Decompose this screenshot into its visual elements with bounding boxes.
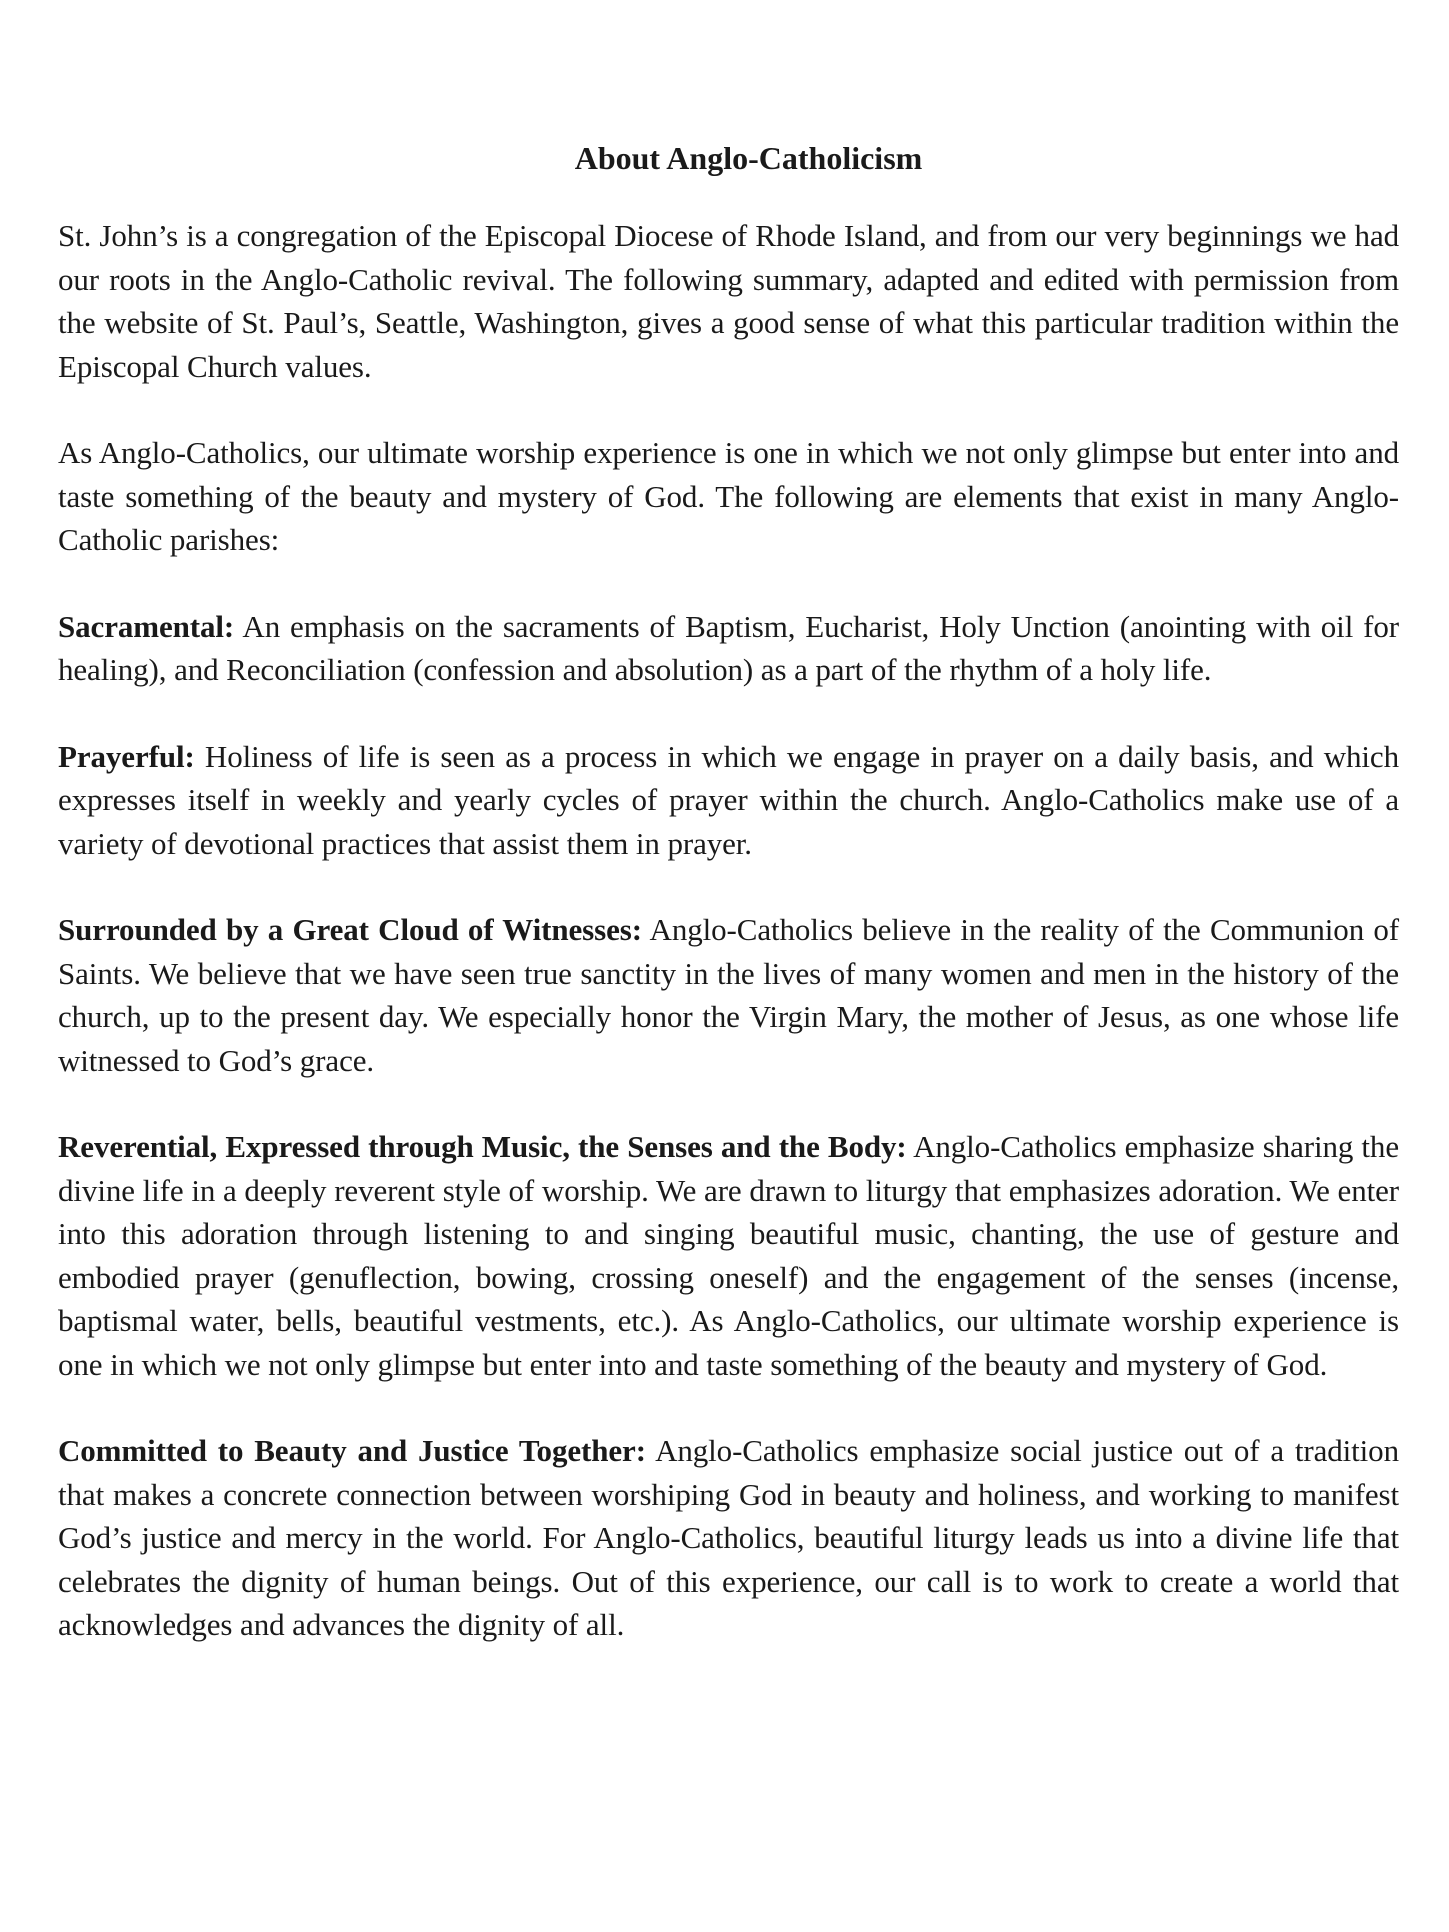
section-reverential [58,1125,1399,1386]
section-heading: Reverential, Expressed through Music, the Senses and the Body: [58,1129,907,1164]
document-page [58,138,1399,1690]
section-heading: Surrounded by a Great Cloud of Witnesses: [58,912,642,947]
section-sacramental [58,605,1399,692]
section-heading: Committed to Beauty and Justice Together: [58,1433,646,1468]
section-body: An emphasis on the sacraments of Baptism, Eucharist, Holy Unction (anointing with oil for healing), and Reconciliation (confession and absolution) as a part of the rhythm of a holy life. [58,608,1399,687]
page-title: About Anglo-Catholicism [574,140,923,176]
lead-in-paragraph: As Anglo-Catholics, our ultimate worship experience is one in which we not only glimpse but enter into and taste something of the beauty and mystery of God. The following are elements that exist in many Anglo-Catholic parishes: [58,435,1399,557]
section-beauty-justice [58,1429,1399,1647]
section-body: Anglo-Catholics believe in the reality of the Communion of Saints. We believe that we have seen true sanctity in the lives of many women and men in the history of the church, up to the present day. We especially honor the Virgin Mary, the mother of Jesus, as one whose life witnessed to God’s grace. [58,912,1400,1078]
section-heading: Prayerful: [58,738,195,774]
section-prayerful [58,735,1399,866]
section-witnesses [58,908,1399,1082]
section-body: Anglo-Catholics emphasize sharing the divine life in a deeply reverent style of worship. We are drawn to liturgy that emphasizes adoration. We enter into this adoration through listening to and singing beautiful music, chanting, the use of gesture and embodied prayer (genuflection, bowing, crossing oneself) and the engagement of the senses (incense, baptismal water, bells, beautiful vestments, etc.). As Anglo-Catholics, our ultimate worship experience is one in which we not only glimpse but enter into and taste something of the beauty and mystery of God. [58,1129,1399,1382]
section-body: Anglo-Catholics emphasize social justice out of a tradition that makes a concrete connection between worshiping God in beauty and holiness, and working to manifest God’s justice and mercy in the world. For Anglo-Catholics, beautiful liturgy leads us into a divine life that celebrates the dignity of human beings. Out of this experience, our call is to work to create a world that acknowledges and advances the dignity of all. [58,1433,1399,1642]
intro-paragraph: St. John’s is a congregation of the Episcopal Diocese of Rhode Island, and from our very beginnings we had our roots in the Anglo-Catholic revival. The following summary, adapted and edited with permission from the website of St. Paul’s, Seattle, Washington, gives a good sense of what this particular tradition within the Episcopal Church values. [58,218,1399,384]
section-body: Holiness of life is seen as a process in which we engage in prayer on a daily basis, and which expresses itself in weekly and yearly cycles of prayer within the church. Anglo-Catholics make use of a variety of devotional practices that assist them in prayer. [58,738,1399,861]
section-heading: Sacramental: [58,608,235,644]
